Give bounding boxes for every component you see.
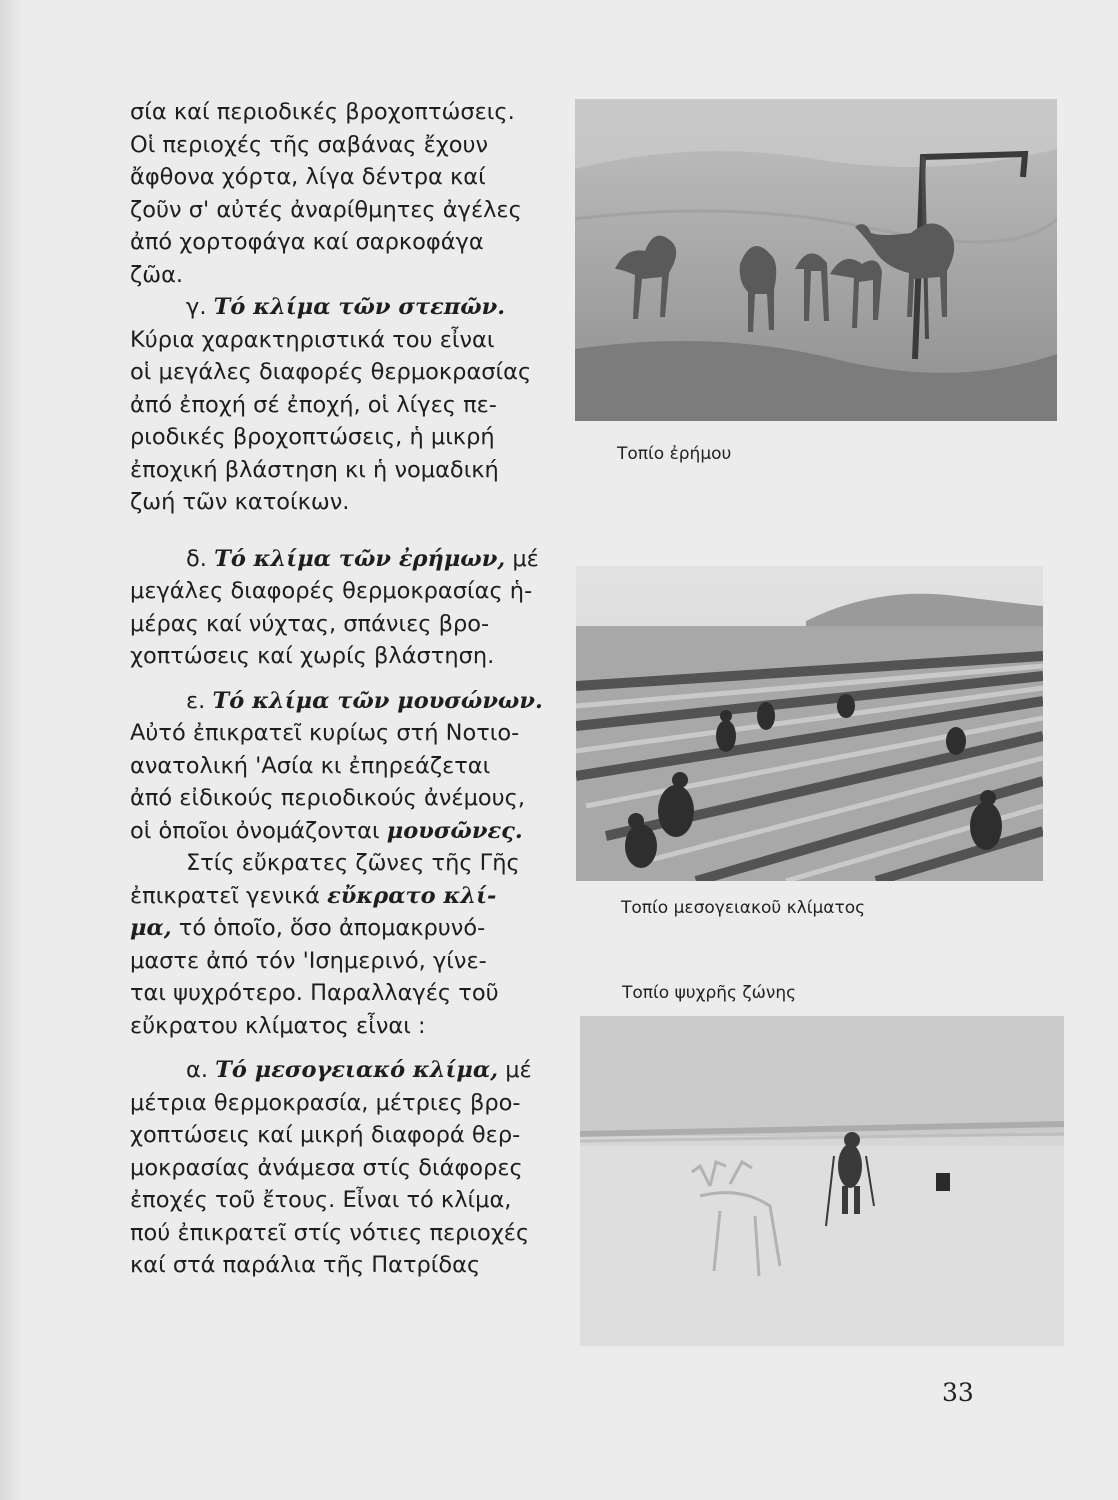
section-heading: Τό κλίμα τῶν ἐρήμων, xyxy=(214,545,506,572)
text-line: ἀπό εἰδικούς περιοδικούς ἀνέμους, xyxy=(130,785,526,811)
cold-zone-caption: Τοπίο ψυχρῆς ζώνης xyxy=(622,983,797,1003)
text-line: Αὐτό ἐπικρατεῖ κυρίως στή Νοτιο- xyxy=(130,720,520,746)
term-monsoons: μουσῶνες. xyxy=(386,817,523,844)
text-line: ριοδικές βροχοπτώσεις, ἡ μικρή xyxy=(130,424,495,450)
vineyard-workers-icon xyxy=(576,566,1043,881)
text-run: τό ὁποῖο, ὅσο ἀπομακρυνό- xyxy=(178,915,486,941)
mediterranean-photo xyxy=(576,566,1043,881)
text-line: Κύρια χαρακτηριστικά του εἶναι xyxy=(130,326,495,353)
section-heading-line xyxy=(130,543,560,576)
text-line: Στίς εὔκρατες ζῶνες τῆς Γῆς xyxy=(186,850,520,876)
text-line: ἀπό ἐποχή σέ ἐποχή, οἱ λίγες πε- xyxy=(130,391,497,418)
text-line: ἀπό χορτοφάγα καί σαρκοφάγα xyxy=(130,229,484,255)
section-heading: Τό κλίμα τῶν μουσώνων. xyxy=(212,687,543,714)
paragraph-desert-climate xyxy=(130,543,560,673)
section-prefix: γ. xyxy=(186,294,207,320)
text-line: ζωή τῶν κατοίκων. xyxy=(130,489,350,515)
text-line: ζοῦν σ' αὐτές ἀναρίθμητες ἀγέλες xyxy=(130,196,522,223)
paragraph-steppe-climate xyxy=(130,291,560,519)
desert-caption: Τοπίο ἐρήμου xyxy=(617,444,732,464)
text-line: μέτρια θερμοκρασία, μέτριες βρο- xyxy=(130,1089,521,1116)
text-line xyxy=(130,815,560,848)
text-line: εὔκρατου κλίματος εἶναι : xyxy=(130,1012,426,1039)
text-line: ται ψυχρότερο. Παραλλαγές τοῦ xyxy=(130,980,499,1006)
page-number: 33 xyxy=(942,1378,974,1407)
text-line: μέρας καί νύχτας, σπάνιες βρο- xyxy=(130,610,490,637)
term-temperate-climate: εὔκρατο κλί- xyxy=(327,882,497,909)
section-heading: Τό μεσογειακό κλίμα, xyxy=(215,1057,499,1083)
paragraph-temperate-zones xyxy=(130,847,560,1042)
body-text-column xyxy=(130,96,560,1282)
section-heading: Τό κλίμα τῶν στεπῶν. xyxy=(213,294,506,320)
camels-in-desert-icon xyxy=(575,99,1057,421)
text-line: ἐποχές τοῦ ἔτους. Εἶναι τό κλίμα, xyxy=(130,1187,512,1213)
text-line: Οἱ περιοχές τῆς σαβάνας ἔχουν xyxy=(130,131,489,158)
text-line: μοκρασίας ἀνάμεσα στίς διάφορες xyxy=(130,1154,523,1181)
text-line: ἐποχική βλάστηση κι ἡ νομαδική xyxy=(130,456,499,483)
section-heading-line xyxy=(130,291,560,324)
text-line xyxy=(130,912,560,945)
text-line: χοπτώσεις καί χωρίς βλάστηση. xyxy=(130,643,495,669)
reindeer-in-snow-icon xyxy=(580,1016,1064,1346)
text-line: σία καί περιοδικές βροχοπτώσεις. xyxy=(130,99,515,125)
section-prefix: α. xyxy=(186,1057,208,1083)
text-line: ἄφθονα χόρτα, λίγα δέντρα καί xyxy=(130,164,486,190)
text-line: ανατολική 'Ασία κι ἐπηρεάζεται xyxy=(130,752,491,779)
text-run: οἱ ὁποῖοι ὀνομάζονται xyxy=(130,817,380,844)
paragraph-savanna xyxy=(130,96,560,291)
text-line xyxy=(130,880,560,913)
cold-zone-photo xyxy=(580,1016,1064,1346)
section-prefix: δ. xyxy=(186,545,207,572)
text-line: μεγάλες διαφορές θερμοκρασίας ἡ- xyxy=(130,578,533,604)
text-line: μαστε ἀπό τόν 'Ισημερινό, γίνε- xyxy=(130,947,487,974)
heading-tail: μέ xyxy=(505,1057,532,1083)
text-line: οἱ μεγάλες διαφορές θερμοκρασίας xyxy=(130,359,532,385)
text-line: καί στά παράλια τῆς Πατρίδας xyxy=(130,1252,481,1278)
text-line: χοπτώσεις καί μικρή διαφορά θερ- xyxy=(130,1122,521,1148)
paragraph-mediterranean-climate xyxy=(130,1054,560,1282)
mediterranean-caption: Τοπίο μεσογειακοῦ κλίματος xyxy=(621,898,866,918)
paragraph-monsoon-climate xyxy=(130,685,560,848)
text-run: ἐπικρατεῖ γενικά xyxy=(130,882,320,909)
section-heading-line xyxy=(130,685,560,718)
term-temperate-climate-end: μα, xyxy=(130,915,172,941)
page-edge-shadow xyxy=(0,0,22,1500)
desert-photo xyxy=(575,99,1057,421)
section-prefix: ε. xyxy=(186,687,206,714)
section-heading-line xyxy=(130,1054,560,1087)
heading-tail: μέ xyxy=(512,545,539,572)
text-line: πού ἐπικρατεῖ στίς νότιες περιοχές xyxy=(130,1219,530,1246)
text-line: ζῶα. xyxy=(130,261,184,288)
